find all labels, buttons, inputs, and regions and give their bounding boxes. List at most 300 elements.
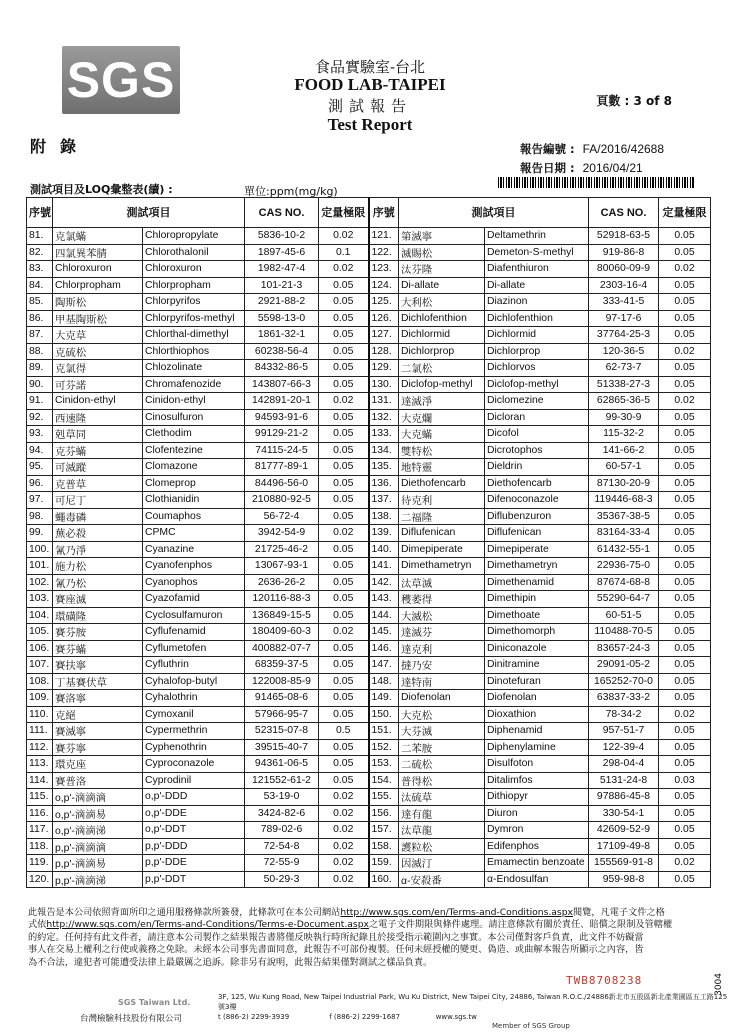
left-name-zh: 克硫松 — [53, 343, 143, 360]
left-cas: 57966-95-7 — [245, 706, 319, 723]
col-cas-right: CAS NO. — [589, 198, 659, 228]
right-no: 144. — [369, 607, 399, 624]
col-loq-left: 定量極限 — [319, 198, 369, 228]
left-no: 113. — [27, 756, 53, 773]
left-name-en: Cyproconazole — [143, 756, 245, 773]
left-cas: 142891-20-1 — [245, 393, 319, 410]
report-number — [520, 141, 664, 157]
right-loq: 0.05 — [659, 244, 711, 261]
right-name-en: Diclofop-methyl — [485, 376, 589, 393]
left-loq: 0.05 — [319, 772, 369, 789]
left-cas: 84332-86-5 — [245, 360, 319, 377]
left-loq: 0.02 — [319, 855, 369, 872]
right-no: 123. — [369, 261, 399, 278]
left-cas: 5836-10-2 — [245, 228, 319, 245]
right-no: 151. — [369, 723, 399, 740]
right-cas: 61432-55-1 — [589, 541, 659, 558]
appendix-heading: 附錄 — [30, 137, 91, 156]
left-no: 89. — [27, 360, 53, 377]
left-name-zh: 賽芬胺 — [53, 624, 143, 641]
left-no: 114. — [27, 772, 53, 789]
right-loq: 0.05 — [659, 228, 711, 245]
left-no: 112. — [27, 739, 53, 756]
left-name-en: Cyanofenphos — [143, 558, 245, 575]
left-name-zh: o,p'-滴滴易 — [53, 805, 143, 822]
table-row — [27, 525, 711, 542]
table-row — [27, 640, 711, 657]
left-loq: 0.05 — [319, 739, 369, 756]
right-name-en: Diazinon — [485, 294, 589, 311]
table-row — [27, 393, 711, 410]
right-no: 156. — [369, 805, 399, 822]
right-name-zh: 因滅汀 — [399, 855, 485, 872]
right-no: 147. — [369, 657, 399, 674]
left-name-en: Chloroxuron — [143, 261, 245, 278]
right-no: 133. — [369, 426, 399, 443]
right-loq: 0.05 — [659, 591, 711, 608]
right-loq: 0.05 — [659, 805, 711, 822]
right-name-en: Dimethipin — [485, 591, 589, 608]
right-name-en: Dieldrin — [485, 459, 589, 476]
table-row — [27, 228, 711, 245]
barcode — [498, 177, 694, 188]
address-text: 3F, 125, Wu Kung Road, New Taipei Industrial Park, Wu Ku District, New Taipei City, 24886, Taiwan R.O.C./24886新北市五股區新北產業園區五工路125號3樓 — [218, 993, 728, 1011]
left-cas: 400882-07-7 — [245, 640, 319, 657]
right-name-zh: 護粒松 — [399, 838, 485, 855]
left-name-zh: 甲基陶斯松 — [53, 310, 143, 327]
left-cas: 72-55-9 — [245, 855, 319, 872]
left-loq: 0.05 — [319, 706, 369, 723]
left-no: 102. — [27, 574, 53, 591]
right-no: 122. — [369, 244, 399, 261]
right-cas: 115-32-2 — [589, 426, 659, 443]
disclaimer-text: 閱覽，凡電子文件之格 — [572, 907, 665, 918]
left-name-en: Coumaphos — [143, 508, 245, 525]
left-no: 115. — [27, 789, 53, 806]
right-loq: 0.05 — [659, 673, 711, 690]
left-cas: 84496-56-0 — [245, 475, 319, 492]
right-cas: 51338-27-3 — [589, 376, 659, 393]
right-cas: 97-17-6 — [589, 310, 659, 327]
left-name-en: Chlorpyrifos-methyl — [143, 310, 245, 327]
left-loq: 0.05 — [319, 475, 369, 492]
lab-name-zh: 食品實驗室-台北 — [314, 58, 426, 76]
left-cas: 2921-88-2 — [245, 294, 319, 311]
left-no: 103. — [27, 591, 53, 608]
right-no: 128. — [369, 343, 399, 360]
right-cas: 17109-49-8 — [589, 838, 659, 855]
right-name-en: Diuron — [485, 805, 589, 822]
right-cas: 919-86-8 — [589, 244, 659, 261]
left-name-zh: 陶斯松 — [53, 294, 143, 311]
left-name-zh: 賽扶寧 — [53, 657, 143, 674]
right-no: 142. — [369, 574, 399, 591]
left-name-zh: 氰乃松 — [53, 574, 143, 591]
right-loq: 0.02 — [659, 706, 711, 723]
right-no: 134. — [369, 442, 399, 459]
left-loq: 0.05 — [319, 690, 369, 707]
table-row — [27, 508, 711, 525]
left-name-zh: 克氯得 — [53, 360, 143, 377]
right-name-zh: 汰草滅 — [399, 574, 485, 591]
left-cas: 143807-66-3 — [245, 376, 319, 393]
left-name-en: Cyhalothrin — [143, 690, 245, 707]
right-name-zh: 普得松 — [399, 772, 485, 789]
right-loq: 0.05 — [659, 574, 711, 591]
left-cas: 136849-15-5 — [245, 607, 319, 624]
right-loq: 0.05 — [659, 756, 711, 773]
left-name-en: Chloropropylate — [143, 228, 245, 245]
right-no: 143. — [369, 591, 399, 608]
right-loq: 0.05 — [659, 475, 711, 492]
left-no: 88. — [27, 343, 53, 360]
table-row — [27, 360, 711, 377]
left-name-en: Clomeprop — [143, 475, 245, 492]
left-name-en: Cinosulfuron — [143, 409, 245, 426]
right-loq: 0.02 — [659, 393, 711, 410]
left-name-zh: 環克座 — [53, 756, 143, 773]
right-name-en: Demeton-S-methyl — [485, 244, 589, 261]
left-cas: 56-72-4 — [245, 508, 319, 525]
left-name-zh: 可尼丁 — [53, 492, 143, 509]
right-name-zh: 達特南 — [399, 673, 485, 690]
left-name-zh: 蕪必殺 — [53, 525, 143, 542]
left-loq: 0.05 — [319, 591, 369, 608]
left-no: 98. — [27, 508, 53, 525]
left-name-en: Chromafenozide — [143, 376, 245, 393]
left-loq: 0.02 — [319, 789, 369, 806]
left-loq: 0.05 — [319, 442, 369, 459]
right-loq: 0.05 — [659, 525, 711, 542]
right-cas: 37764-25-3 — [589, 327, 659, 344]
right-no: 131. — [369, 393, 399, 410]
left-cas: 39515-40-7 — [245, 739, 319, 756]
report-date-label: 報告日期 : — [520, 161, 575, 175]
right-no: 129. — [369, 360, 399, 377]
left-cas: 68359-37-5 — [245, 657, 319, 674]
left-no: 107. — [27, 657, 53, 674]
right-cas: 83657-24-3 — [589, 640, 659, 657]
table-row — [27, 772, 711, 789]
left-no: 101. — [27, 558, 53, 575]
table-row — [27, 624, 711, 641]
right-name-zh: Diclofop-methyl — [399, 376, 485, 393]
left-no: 92. — [27, 409, 53, 426]
right-cas: 122-39-4 — [589, 739, 659, 756]
right-no: 135. — [369, 459, 399, 476]
right-name-zh: 汰硫草 — [399, 789, 485, 806]
right-name-en: Dioxathion — [485, 706, 589, 723]
left-name-en: o,p'-DDD — [143, 789, 245, 806]
left-loq: 0.05 — [319, 459, 369, 476]
report-number-value: FA/2016/42688 — [582, 142, 665, 156]
right-name-en: Dimethomorph — [485, 624, 589, 641]
left-no: 93. — [27, 426, 53, 443]
right-cas: 141-66-2 — [589, 442, 659, 459]
right-cas: 22936-75-0 — [589, 558, 659, 575]
table-row — [27, 822, 711, 839]
right-name-en: Dimepiperate — [485, 541, 589, 558]
left-loq: 0.05 — [319, 426, 369, 443]
left-name-en: Clofentezine — [143, 442, 245, 459]
left-loq: 0.05 — [319, 574, 369, 591]
right-cas: 80060-09-9 — [589, 261, 659, 278]
left-cas: 122008-85-9 — [245, 673, 319, 690]
left-no: 91. — [27, 393, 53, 410]
left-name-zh: 克芬蟎 — [53, 442, 143, 459]
right-loq: 0.05 — [659, 360, 711, 377]
right-name-zh: Dichlofenthion — [399, 310, 485, 327]
page-number: 頁數 : 3 of 8 — [596, 94, 672, 108]
right-name-en: Emamectin benzoate — [485, 855, 589, 872]
left-name-en: Clomazone — [143, 459, 245, 476]
left-no: 119. — [27, 855, 53, 872]
left-loq: 0.02 — [319, 525, 369, 542]
right-loq: 0.02 — [659, 261, 711, 278]
left-loq: 0.05 — [319, 558, 369, 575]
right-no: 157. — [369, 822, 399, 839]
left-name-zh: 剋草同 — [53, 426, 143, 443]
right-cas: 165252-70-0 — [589, 673, 659, 690]
col-no-right: 序號 — [369, 198, 399, 228]
left-name-zh: 賽座滅 — [53, 591, 143, 608]
left-cas: 1982-47-4 — [245, 261, 319, 278]
table-row — [27, 706, 711, 723]
right-cas: 99-30-9 — [589, 409, 659, 426]
right-no: 136. — [369, 475, 399, 492]
right-loq: 0.05 — [659, 541, 711, 558]
table-row — [27, 673, 711, 690]
right-name-en: Diphenamid — [485, 723, 589, 740]
left-loq: 0.05 — [319, 343, 369, 360]
report-date-value: 2016/04/21 — [582, 161, 643, 175]
right-name-en: Dymron — [485, 822, 589, 839]
right-name-zh: 大克爛 — [399, 409, 485, 426]
right-cas: 87130-20-9 — [589, 475, 659, 492]
left-loq: 0.05 — [319, 657, 369, 674]
right-loq: 0.05 — [659, 442, 711, 459]
left-name-zh: 克氯蟎 — [53, 228, 143, 245]
table-row — [27, 310, 711, 327]
left-name-zh: Chloroxuron — [53, 261, 143, 278]
right-name-en: Diniconazole — [485, 640, 589, 657]
right-loq: 0.05 — [659, 508, 711, 525]
right-name-en: Diafenthiuron — [485, 261, 589, 278]
test-items-table — [26, 197, 711, 888]
left-cas: 94593-91-6 — [245, 409, 319, 426]
right-name-en: Disulfoton — [485, 756, 589, 773]
table-row — [27, 244, 711, 261]
left-loq: 0.05 — [319, 376, 369, 393]
serial-number: TWB8708238 — [566, 974, 643, 987]
right-name-zh: Di-allate — [399, 277, 485, 294]
left-name-en: Chlorthiophos — [143, 343, 245, 360]
left-name-zh: o,p'-滴滴滴 — [53, 789, 143, 806]
left-name-en: Cyfluthrin — [143, 657, 245, 674]
right-name-en: Dichlorvos — [485, 360, 589, 377]
right-loq: 0.05 — [659, 657, 711, 674]
left-name-zh: 賽洛寧 — [53, 690, 143, 707]
left-cas: 121552-61-2 — [245, 772, 319, 789]
left-name-en: Chlorpropham — [143, 277, 245, 294]
right-no: 140. — [369, 541, 399, 558]
left-name-en: Cymoxanil — [143, 706, 245, 723]
left-name-zh: o,p'-滴滴涕 — [53, 822, 143, 839]
left-name-en: Chlorpyrifos — [143, 294, 245, 311]
report-number-label: 報告編號 : — [520, 142, 575, 156]
right-name-zh: 達滅淨 — [399, 393, 485, 410]
right-name-en: Diflufenican — [485, 525, 589, 542]
left-name-en: Cyflufenamid — [143, 624, 245, 641]
left-name-zh: 環磺隆 — [53, 607, 143, 624]
right-cas: 83164-33-4 — [589, 525, 659, 542]
right-loq: 0.05 — [659, 492, 711, 509]
left-loq: 0.02 — [319, 393, 369, 410]
left-cas: 1861-32-1 — [245, 327, 319, 344]
right-no: 132. — [369, 409, 399, 426]
right-name-zh: Dichlormid — [399, 327, 485, 344]
right-loq: 0.05 — [659, 558, 711, 575]
table-row — [27, 805, 711, 822]
left-cas: 74115-24-5 — [245, 442, 319, 459]
right-no: 158. — [369, 838, 399, 855]
right-name-en: Deltamethrin — [485, 228, 589, 245]
left-cas: 81777-89-1 — [245, 459, 319, 476]
unit-label: 單位:ppm(mg/kg) — [244, 185, 338, 198]
table-row — [27, 690, 711, 707]
table-row — [27, 558, 711, 575]
right-loq: 0.02 — [659, 855, 711, 872]
right-name-zh: Diofenolan — [399, 690, 485, 707]
right-loq: 0.05 — [659, 294, 711, 311]
right-loq: 0.05 — [659, 409, 711, 426]
right-name-en: Dimethametryn — [485, 558, 589, 575]
left-no: 120. — [27, 871, 53, 888]
sgs-logo: SGS — [62, 46, 180, 114]
table-row — [27, 541, 711, 558]
right-cas: 97886-45-8 — [589, 789, 659, 806]
left-cas: 120116-88-3 — [245, 591, 319, 608]
right-no: 137. — [369, 492, 399, 509]
right-name-en: Dinitramine — [485, 657, 589, 674]
table-row — [27, 855, 711, 872]
right-no: 127. — [369, 327, 399, 344]
right-name-en: Dichlorprop — [485, 343, 589, 360]
left-name-zh: 丁基賽伏草 — [53, 673, 143, 690]
right-cas: 55290-64-7 — [589, 591, 659, 608]
right-no: 159. — [369, 855, 399, 872]
right-name-zh: 穫萎得 — [399, 591, 485, 608]
disclaimer — [28, 907, 708, 969]
terms-e-document-link[interactable]: http://www.sgs.com/en/Terms-and-Conditions/Terms-e-Document.aspx — [46, 919, 369, 931]
right-loq: 0.05 — [659, 822, 711, 839]
left-no: 117. — [27, 822, 53, 839]
left-name-zh: 大克草 — [53, 327, 143, 344]
right-name-en: Di-allate — [485, 277, 589, 294]
left-loq: 0.05 — [319, 673, 369, 690]
right-name-zh: Dimepiperate — [399, 541, 485, 558]
right-cas: 62865-36-5 — [589, 393, 659, 410]
disclaimer-text: 的約定。任何持有此文件者，請注意本公司製作之結果報告書將僅反映執行時所紀錄且於接受指示範圍內之事實。本公司僅對客戶負責，此文件不妨礙當 — [28, 931, 644, 943]
right-no: 121. — [369, 228, 399, 245]
phone-number: t (886-2) 2299-3939 — [218, 1013, 290, 1021]
right-no: 139. — [369, 525, 399, 542]
col-item-left: 測試項目 — [53, 198, 245, 228]
right-loq: 0.05 — [659, 624, 711, 641]
left-no: 105. — [27, 624, 53, 641]
left-loq: 0.02 — [319, 838, 369, 855]
left-name-en: Clothianidin — [143, 492, 245, 509]
right-no: 145. — [369, 624, 399, 641]
left-name-en: p,p'-DDT — [143, 871, 245, 888]
right-cas: 52918-63-5 — [589, 228, 659, 245]
right-cas: 2303-16-4 — [589, 277, 659, 294]
left-name-zh: 克絕 — [53, 706, 143, 723]
right-no: 153. — [369, 756, 399, 773]
right-cas: 330-54-1 — [589, 805, 659, 822]
disclaimer-text: 為不合法，違犯者可能遭受法律上最嚴厲之追訴。除非另有說明，此報告結果僅對測試之樣品負責。 — [28, 956, 433, 968]
terms-link[interactable]: http://www.sgs.com/en/Terms-and-Conditions.aspx — [340, 907, 573, 918]
table-row — [27, 591, 711, 608]
left-name-en: Cyazofamid — [143, 591, 245, 608]
left-no: 83. — [27, 261, 53, 278]
right-loq: 0.05 — [659, 277, 711, 294]
left-loq: 0.02 — [319, 805, 369, 822]
right-cas: 120-36-5 — [589, 343, 659, 360]
right-name-zh: α-安殺番 — [399, 871, 485, 888]
left-no: 116. — [27, 805, 53, 822]
left-loq: 0.5 — [319, 723, 369, 740]
left-cas: 3942-54-9 — [245, 525, 319, 542]
table-row — [27, 838, 711, 855]
member-of-sgs: Member of SGS Group — [492, 1022, 570, 1030]
left-no: 108. — [27, 673, 53, 690]
table-row — [27, 277, 711, 294]
right-name-zh: 達克利 — [399, 640, 485, 657]
left-no: 109. — [27, 690, 53, 707]
right-loq: 0.05 — [659, 327, 711, 344]
right-name-zh: Diflufenican — [399, 525, 485, 542]
right-name-en: Diofenolan — [485, 690, 589, 707]
left-no: 85. — [27, 294, 53, 311]
left-loq: 0.1 — [319, 244, 369, 261]
right-name-en: Dichlormid — [485, 327, 589, 344]
right-name-zh: Dimethametryn — [399, 558, 485, 575]
table-row — [27, 657, 711, 674]
right-name-zh: 二苯胺 — [399, 739, 485, 756]
fax-number: f (886-2) 2299-1687 — [329, 1013, 401, 1021]
right-name-en: Dimethenamid — [485, 574, 589, 591]
left-name-zh: 蠅毒磷 — [53, 508, 143, 525]
right-loq: 0.05 — [659, 310, 711, 327]
right-cas: 957-51-7 — [589, 723, 659, 740]
left-loq: 0.05 — [319, 327, 369, 344]
left-loq: 0.05 — [319, 756, 369, 773]
right-cas: 110488-70-5 — [589, 624, 659, 641]
right-name-zh: 待克利 — [399, 492, 485, 509]
left-no: 87. — [27, 327, 53, 344]
left-cas: 72-54-8 — [245, 838, 319, 855]
col-cas-left: CAS NO. — [245, 198, 319, 228]
right-name-zh: Diethofencarb — [399, 475, 485, 492]
left-no: 100. — [27, 541, 53, 558]
left-no: 118. — [27, 838, 53, 855]
right-no: 124. — [369, 277, 399, 294]
left-name-zh: p,p'-滴滴易 — [53, 855, 143, 872]
table-row — [27, 261, 711, 278]
right-cas: 119446-68-3 — [589, 492, 659, 509]
table-row — [27, 739, 711, 756]
